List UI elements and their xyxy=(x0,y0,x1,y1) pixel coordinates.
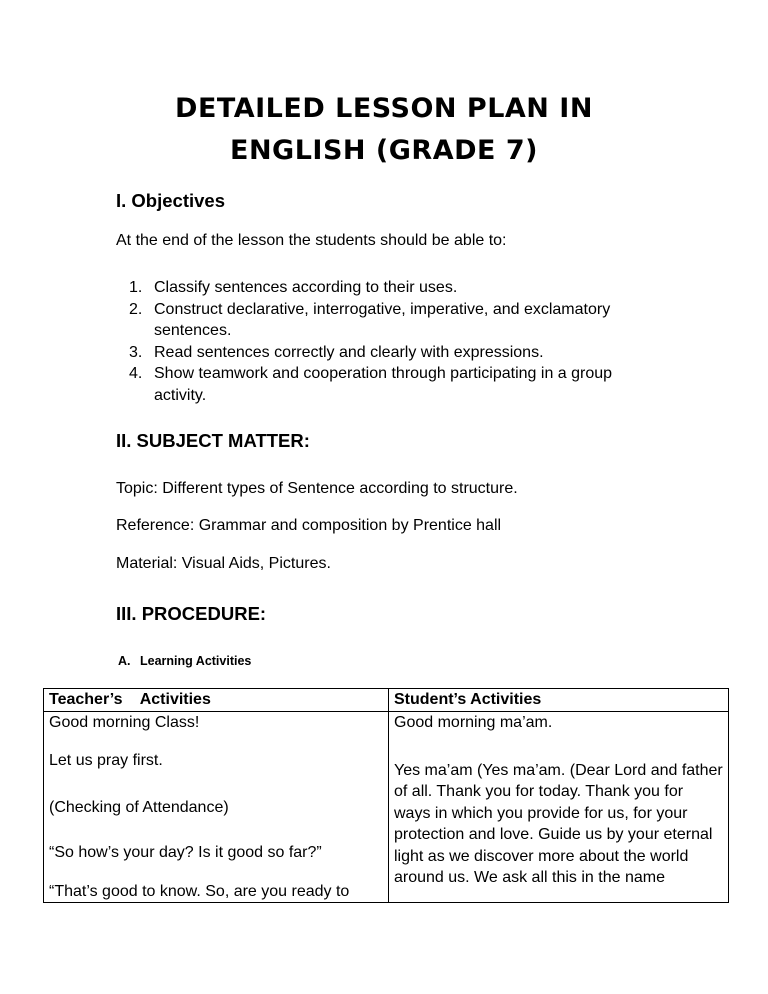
objective-item xyxy=(116,299,636,342)
objective-number: 3. xyxy=(129,343,143,361)
teacher-line: Good morning Class! xyxy=(49,714,200,731)
topic-line: Topic: Different types of Sentence according to structure. xyxy=(116,480,518,497)
objective-text: Construct declarative, interrogative, imperative, and exclamatory sentences. xyxy=(154,300,611,339)
material-line: Material: Visual Aids, Pictures. xyxy=(116,555,331,572)
objective-text: Show teamwork and cooperation through participating in a group activity. xyxy=(154,365,613,404)
learning-activities-subheading xyxy=(118,654,251,668)
reference-line: Reference: Grammar and composition by Prentice hall xyxy=(116,517,502,534)
objective-item xyxy=(116,342,636,364)
subject-matter-heading: II. SUBJECT MATTER: xyxy=(116,430,310,451)
teacher-line: “That’s good to know. So, are you ready to xyxy=(49,883,350,900)
student-greeting: Good morning ma’am. xyxy=(394,714,553,731)
objectives-intro: At the end of the lesson the students should be able to: xyxy=(116,232,507,249)
student-activities-cell xyxy=(389,712,729,903)
objectives-list xyxy=(116,277,636,406)
objective-item xyxy=(116,363,636,406)
teacher-activities-header: Teacher’s Activities xyxy=(44,689,389,712)
student-prayer-text: Yes ma’am (Yes ma’am. (Dear Lord and father of all. Thank you for today. Thank you for ways in which you provide for us, for your protection and love. Guide us by your eternal light as we discover more about the world around us. We ask all this in the name xyxy=(394,761,723,886)
table-header-row xyxy=(44,689,729,712)
teacher-activities-cell xyxy=(44,712,389,903)
objective-number: 1. xyxy=(129,279,143,296)
objective-number: 4. xyxy=(129,365,143,382)
teacher-line: “So how’s your day? Is it good so far?” xyxy=(49,844,322,861)
objective-text: Read sentences correctly and clearly with expressions. xyxy=(154,343,544,361)
activities-table xyxy=(43,688,729,903)
document-title-line-2: ENGLISH (GRADE 7) xyxy=(230,135,538,166)
table-row xyxy=(44,712,729,903)
student-activities-header: Student’s Activities xyxy=(389,689,729,712)
teacher-line: Let us pray first. xyxy=(49,752,163,769)
objective-text: Classify sentences according to their uses. xyxy=(154,279,458,296)
objective-number: 2. xyxy=(129,300,143,318)
teacher-line: (Checking of Attendance) xyxy=(49,799,229,816)
document-title-line-1: DETAILED LESSON PLAN IN xyxy=(175,93,593,124)
spacer xyxy=(394,734,723,760)
objective-item xyxy=(116,277,636,299)
objectives-heading: I. Objectives xyxy=(116,190,225,211)
procedure-heading: III. PROCEDURE: xyxy=(116,603,267,624)
subheading-text: Learning Activities xyxy=(140,654,252,668)
subheading-letter: A. xyxy=(118,654,131,668)
